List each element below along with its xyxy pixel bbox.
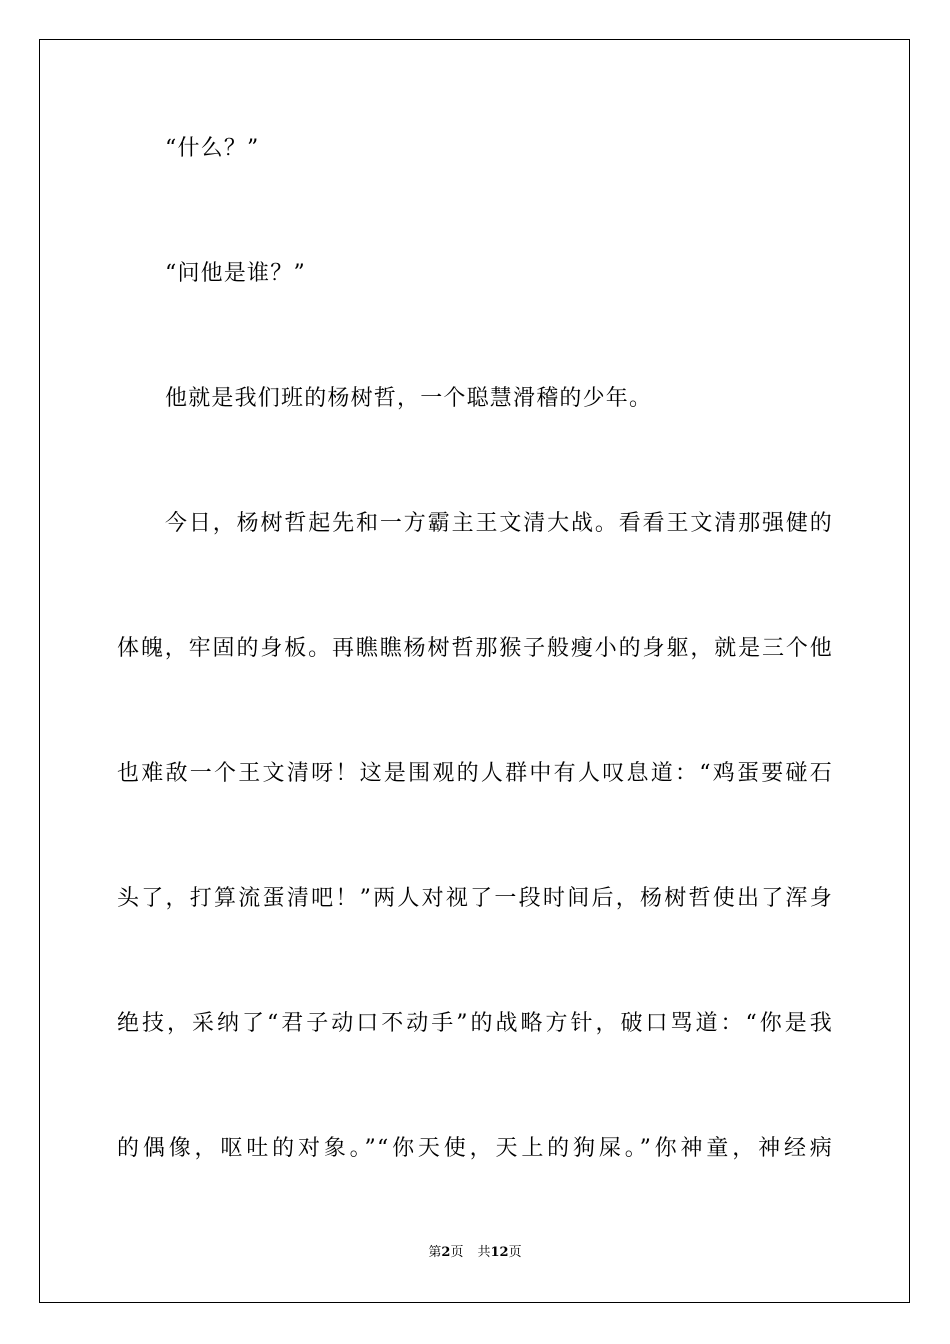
text-line-5: 体魄，牢固的身板。再瞧瞧杨树哲那猴子般瘦小的身躯，就是三个他 bbox=[117, 636, 833, 661]
text-line-9: 的偶像，呕吐的对象。”“你天使，天上的狗屎。”你神童，神经病 bbox=[117, 1136, 833, 1161]
text-line-4: 今日，杨树哲起先和一方霸主王文清大战。看看王文清那强健的 bbox=[165, 511, 833, 536]
page-footer bbox=[0, 1244, 950, 1262]
text-line-1: “什么？” bbox=[165, 136, 260, 161]
footer-page-current: 2 bbox=[441, 1245, 451, 1260]
text-line-6: 也难敌一个王文清呀！这是围观的人群中有人叹息道：“鸡蛋要碰石 bbox=[117, 761, 833, 786]
text-line-2: “问他是谁？” bbox=[165, 261, 306, 286]
footer-page-total: 12 bbox=[490, 1245, 509, 1260]
footer-total-prefix: 共 bbox=[477, 1245, 491, 1260]
footer-page-prefix: 第 bbox=[428, 1245, 442, 1260]
text-line-7: 头了，打算流蛋清吧！”两人对视了一段时间后，杨树哲使出了浑身 bbox=[117, 886, 833, 911]
page-border bbox=[39, 39, 910, 1303]
footer-total-unit: 页 bbox=[508, 1245, 522, 1260]
text-line-8: 绝技，采纳了“君子动口不动手”的战略方针，破口骂道：“你是我 bbox=[117, 1011, 833, 1036]
text-line-3: 他就是我们班的杨树哲，一个聪慧滑稽的少年。 bbox=[165, 386, 653, 411]
footer-page-unit: 页 bbox=[450, 1245, 464, 1260]
